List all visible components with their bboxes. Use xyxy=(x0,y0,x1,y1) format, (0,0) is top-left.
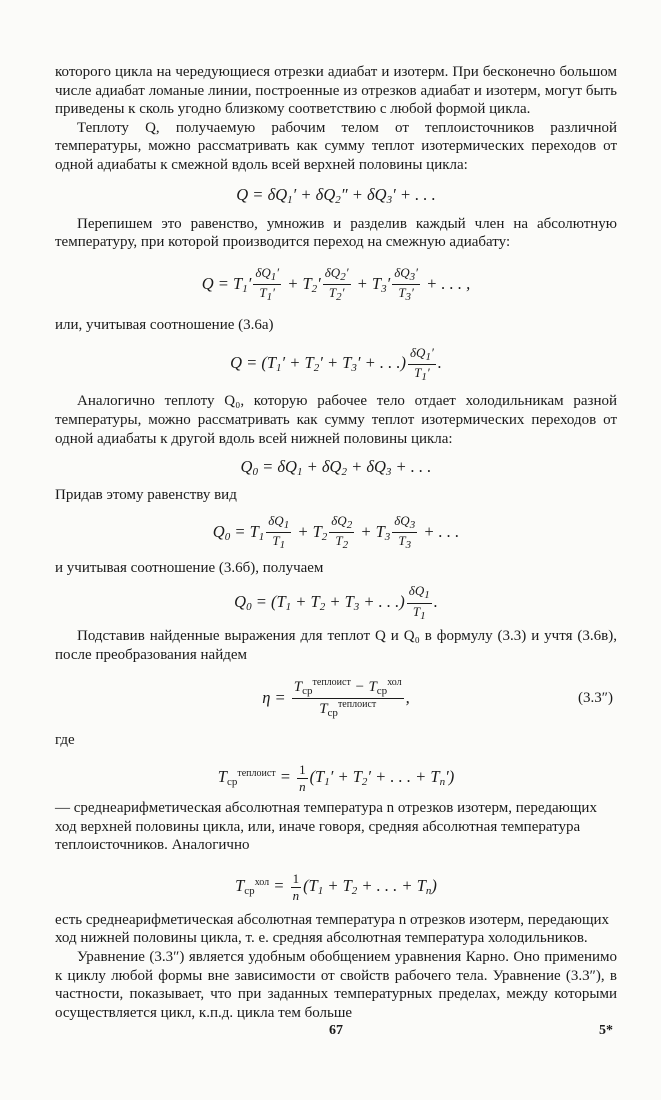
paragraph-5: Аналогично теплоту Q₀, которую рабочее тело отдает холодильникам разной температуры, можно рассматривать как сумму теплот изотермических переходов от одной адиабаты к другой вдоль всей нижней половины цикла: xyxy=(55,393,617,447)
label-hol: хол xyxy=(387,676,402,688)
page-number: 67 xyxy=(329,1023,343,1038)
formula-q0-temperature: $Q_0 = T_1$ $\frac{\delta Q_1}{T_1}$ + $T_2$ $\frac{\delta Q_2}{T_2}$ + $T_3$ $\frac{\delta Q_3}{T_3}$ + . . . xyxy=(212,512,460,552)
label-teplo-2: теплоист xyxy=(337,699,377,711)
paragraph-7: и учитывая соотношение (3.6б), получаем xyxy=(55,559,324,576)
paragraph-3: Перепишем это равенство, умножив и разделив каждый член на абсолютную температуру, при которой производится переход на смежную адиабату: xyxy=(55,215,617,251)
page-body xyxy=(55,63,617,1022)
formula-q-temperature: $Q = T_1'$ $\frac{\delta Q_1'}{T_1'}$ + $T_2'$ $\frac{\delta Q_2'}{T_2'}$ + $T_3'$ $\frac{\delta Q_3'}{T_3'}$ + . . . , xyxy=(201,264,471,304)
paragraph-6: Придав этому равенству вид xyxy=(55,487,237,504)
paragraph-1: которого цикла на чередующиеся отрезки адиабат и изотерм. При бесконечно большом числе адиабат ломаные линии, построенные из отрезков адиабат и изотерм, могут быть приведены к сколь угодно близкому соответствию с любой формой цикла. xyxy=(55,64,617,118)
label-sr: ср xyxy=(302,684,313,697)
signature-mark: 5* xyxy=(599,1023,613,1038)
formula-efficiency: η = $\frac{T_{ср}^{теплоист} - T_{ср}^{хол}}{T_{ср}^{теплоист}}$ , (3.3″) xyxy=(55,665,617,731)
paragraph-4: или, учитывая соотношение (3.6а) xyxy=(55,316,274,333)
label-sr-5: ср xyxy=(244,884,255,897)
paragraph-11: есть среднеарифметическая абсолютная температура n отрезков изотерм, передающих ход нижней половины цикла, т. е. средняя абсолютная температура холодильников. xyxy=(55,911,610,947)
formula-q-factored: $Q = (T_1' + T_2' + T_3'$ + . . .) $\frac{\delta Q_1'}{T_1'}$ . xyxy=(230,344,442,384)
label-hol-2: хол xyxy=(254,876,270,888)
formula-q0-sum: $Q_0 = \delta Q_1 + \delta Q_2 + \delta Q_3$ + . . . xyxy=(240,457,432,479)
label-sr-4: ср xyxy=(226,776,238,789)
label-teplo: теплоист xyxy=(312,676,351,688)
label-teplo-3: теплоист xyxy=(237,768,276,780)
formula-q-sum: $Q = \delta Q_1' + \delta Q_2'' + \delta Q_3'$ + . . . xyxy=(236,184,436,206)
equation-number: (3.3″) xyxy=(578,689,613,706)
formula-t-cold-mean: $T_{ср}^{хол}$ = $\frac{1}{n}$ ($T_1 + T_2$ + . . . + $T_n$) xyxy=(235,870,437,903)
paragraph-8: Подставив найденные выражения для теплот Q и Q₀ в формулу (3.3) и учтя (3.6в), после преобразования найдем xyxy=(55,628,617,663)
paragraph-10: — среднеарифметическая абсолютная температура n отрезков изотерм, передающих ход верхней половины цикла, или, иначе говоря, средняя абсолютная температура теплоисточников. Аналогично xyxy=(55,800,597,854)
label-sr-3: ср xyxy=(327,707,338,720)
paragraph-2: Теплоту Q, получаемую рабочим телом от теплоисточников различной температуры, можно рассматривать как сумму теплот изотермических переходов от одной адиабаты к смежной вдоль всей верхней половины цикла: xyxy=(55,119,617,173)
page-footer xyxy=(55,1023,617,1041)
paragraph-9: где xyxy=(55,731,75,748)
paragraph-12: Уравнение (3.3″) является удобным обобщением уравнения Карно. Оно применимо к циклу любой формы вне зависимости от свойств рабочего тела. Уравнение (3.3″), в частности, показывает, что при заданных температурных пределах, между которыми осуществляется цикл, к.п.д. цикла тем больше xyxy=(55,949,617,1021)
formula-t-hot-mean: $T_{ср}^{теплоист}$ = $\frac{1}{n}$ ($T_1' + T_2'$ + . . . + $T_n'$) xyxy=(217,762,455,794)
label-sr-2: ср xyxy=(376,684,388,697)
formula-q0-factored: $Q_0 = (T_1 + T_2 + T_3$ + . . .) $\frac{\delta Q_1}{T_1}$ . xyxy=(234,583,438,623)
